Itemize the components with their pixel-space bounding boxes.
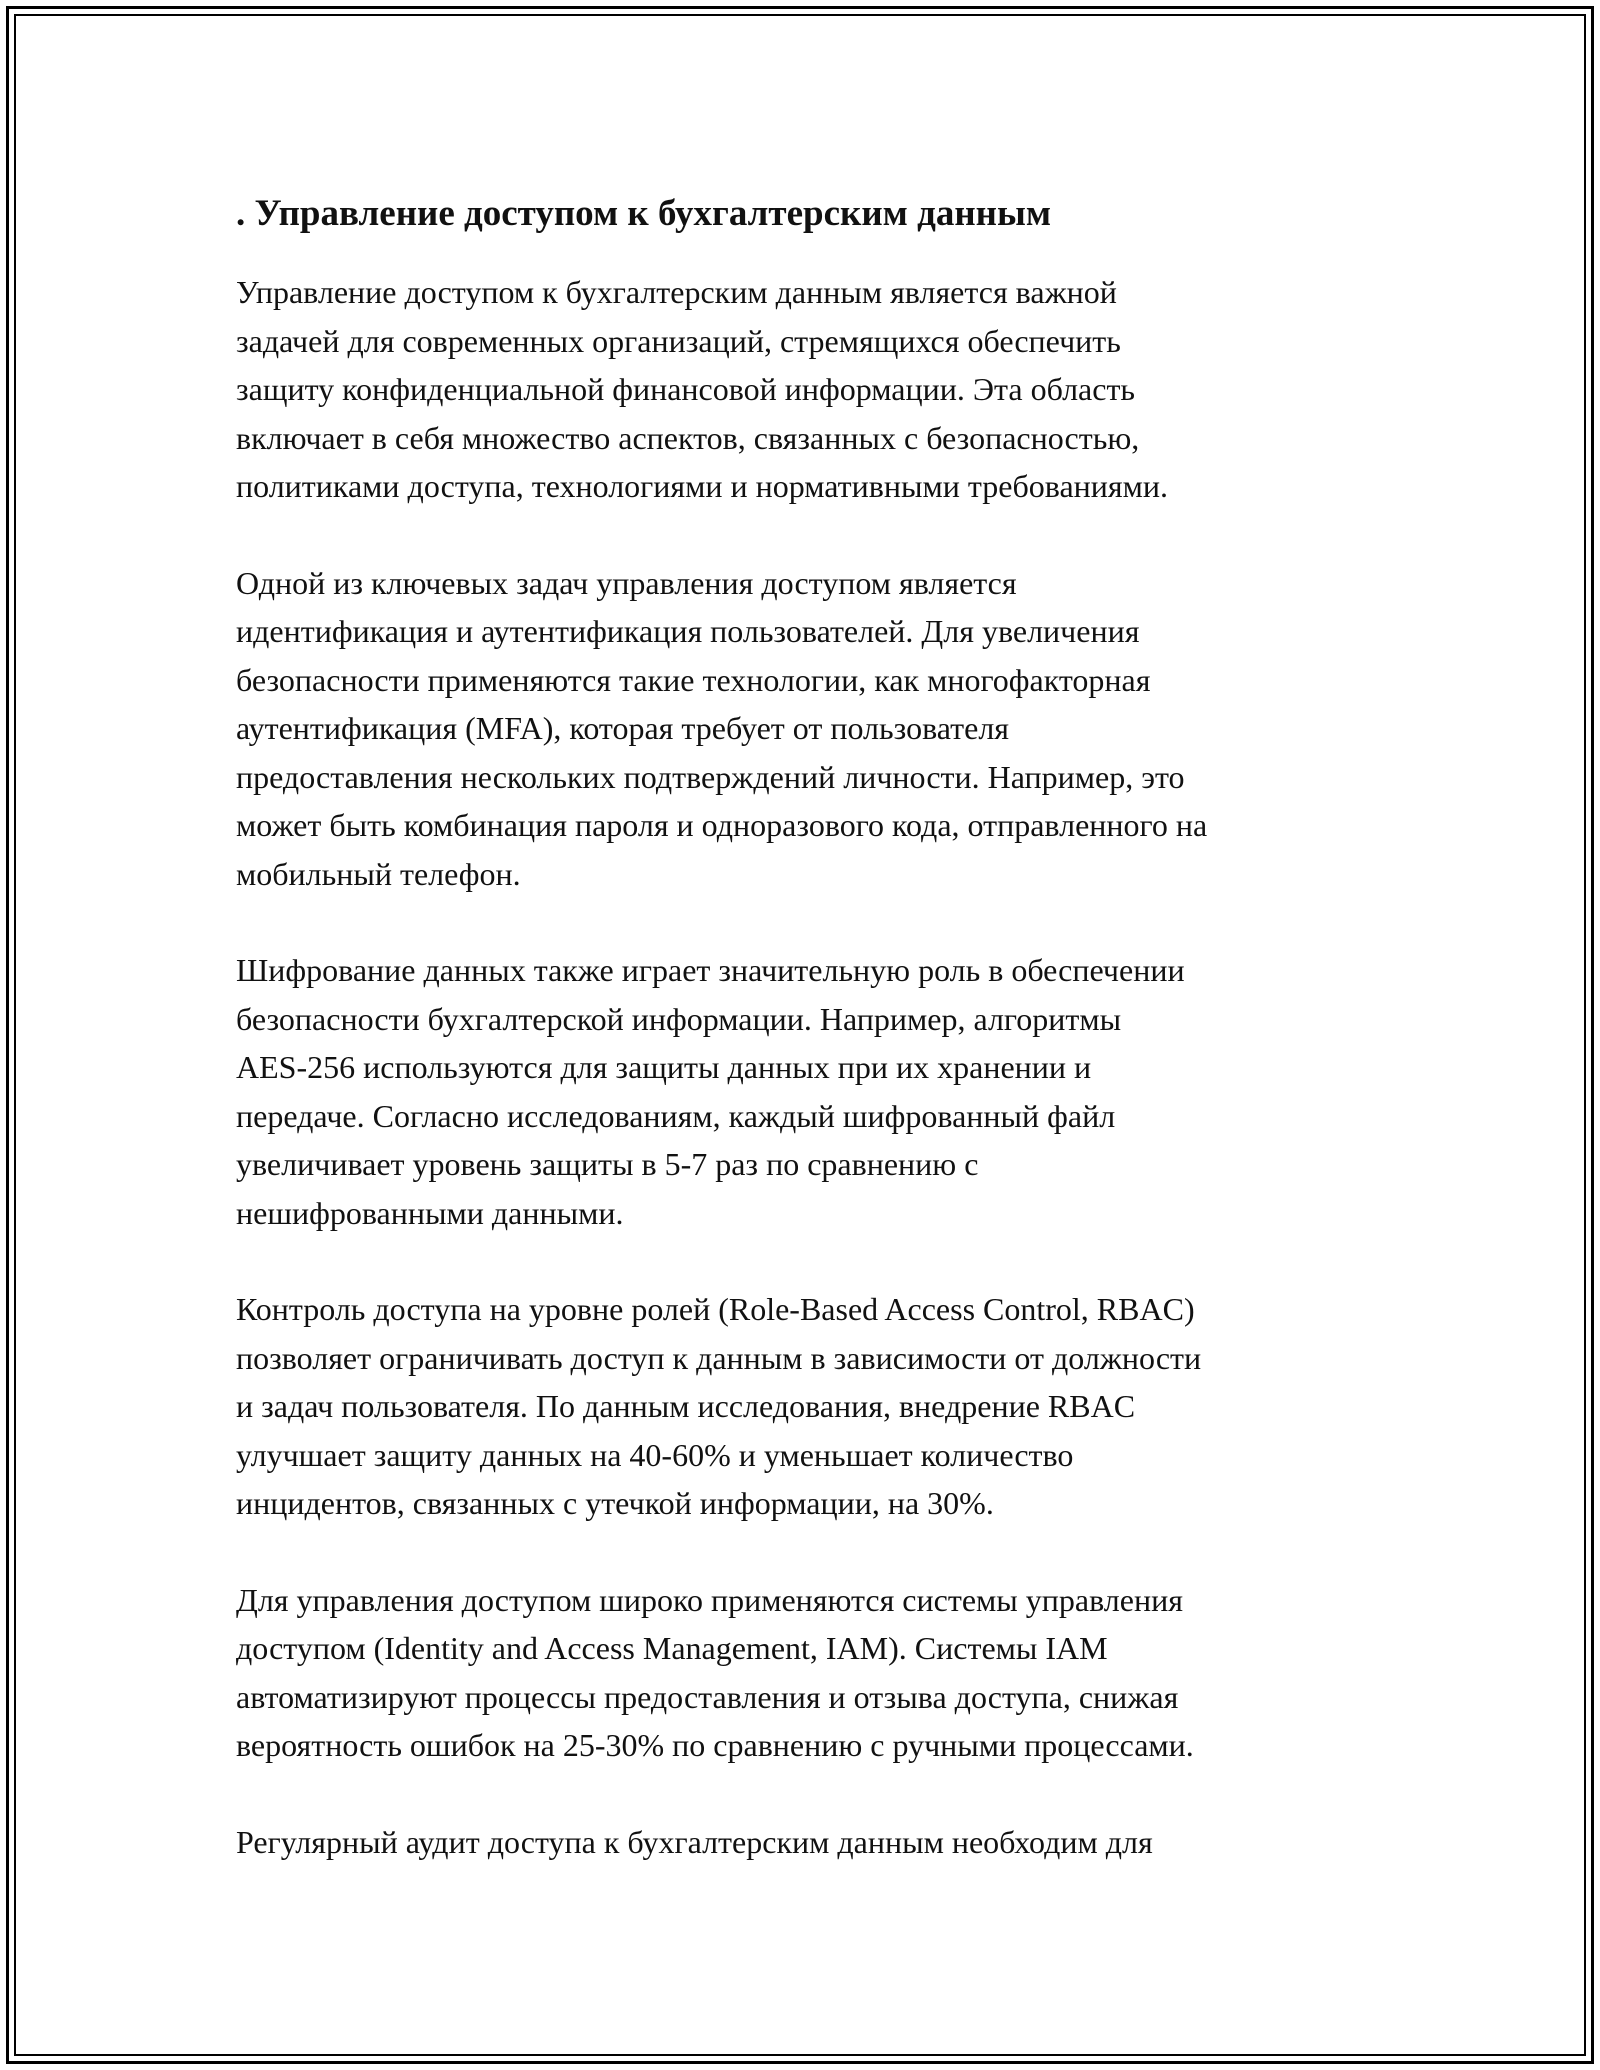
text-line: Одной из ключевых задач управления доступом является (236, 564, 1017, 601)
text-line: передаче. Согласно исследованиям, каждый шифрованный файл (236, 1097, 1116, 1134)
text-line: увеличивает уровень защиты в 5-7 раз по сравнению с (236, 1146, 979, 1182)
text-line: политиками доступа, технологиями и нормативными требованиями. (236, 468, 1168, 504)
paragraph-intro (236, 268, 1386, 511)
text-line: вероятность ошибок на 25-30% по сравнению с ручными процессами. (236, 1727, 1194, 1763)
paragraph-authentication (236, 559, 1386, 899)
text-line: инцидентов, связанных с утечкой информации, на 30%. (236, 1485, 994, 1521)
text-line: включает в себя множество аспектов, связанных с безопасностью, (236, 419, 1140, 456)
document-body (236, 186, 1386, 1914)
text-line: автоматизируют процессы предоставления и отзыва доступа, снижая (236, 1678, 1179, 1715)
text-line: предоставления нескольких подтверждений личности. Например, это (236, 758, 1185, 795)
text-line: аутентификация (MFA), которая требует от пользователя (236, 710, 1009, 746)
text-line: нешифрованными данными. (236, 1194, 624, 1231)
text-line: AES-256 используются для защиты данных при их хранении и (236, 1049, 1092, 1085)
text-line: Контроль доступа на уровне ролей (Role-Based Access Control, RBAC) (236, 1291, 1195, 1327)
text-line: задачей для современных организаций, стремящихся обеспечить (236, 322, 1121, 359)
text-line: улучшает защиту данных на 40-60% и уменьшает количество (236, 1436, 1074, 1473)
text-line: может быть комбинация пароля и одноразового кода, отправленного на (236, 807, 1208, 843)
text-line: Шифрование данных также играет значительную роль в обеспечении (236, 952, 1185, 988)
text-line: безопасности бухгалтерской информации. Например, алгоритмы (236, 1000, 1122, 1037)
text-line: Управление доступом к бухгалтерским данным является важной (236, 274, 1117, 310)
paragraph-iam (236, 1576, 1386, 1770)
text-line: доступом (Identity and Access Management, IAM). Системы IAM (236, 1630, 1108, 1666)
text-line: защиту конфиденциальной финансовой информации. Эта область (236, 371, 1136, 407)
text-line: идентификация и аутентификация пользователей. Для увеличения (236, 613, 1140, 649)
paragraph-encryption (236, 946, 1386, 1237)
document-title: . Управление доступом к бухгалтерским данным (236, 193, 1052, 234)
text-line: мобильный телефон. (236, 855, 521, 892)
text-line: и задач пользователя. По данным исследования, внедрение RBAC (236, 1388, 1136, 1424)
text-line: Для управления доступом широко применяются системы управления (236, 1581, 1183, 1618)
text-line: позволяет ограничивать доступ к данным в зависимости от должности (236, 1339, 1202, 1376)
paragraph-rbac (236, 1285, 1386, 1528)
paragraph-audit (236, 1818, 1386, 1867)
text-line: Регулярный аудит доступа к бухгалтерским данным необходим для (236, 1823, 1153, 1860)
text-line: безопасности применяются такие технологии, как многофакторная (236, 661, 1151, 698)
